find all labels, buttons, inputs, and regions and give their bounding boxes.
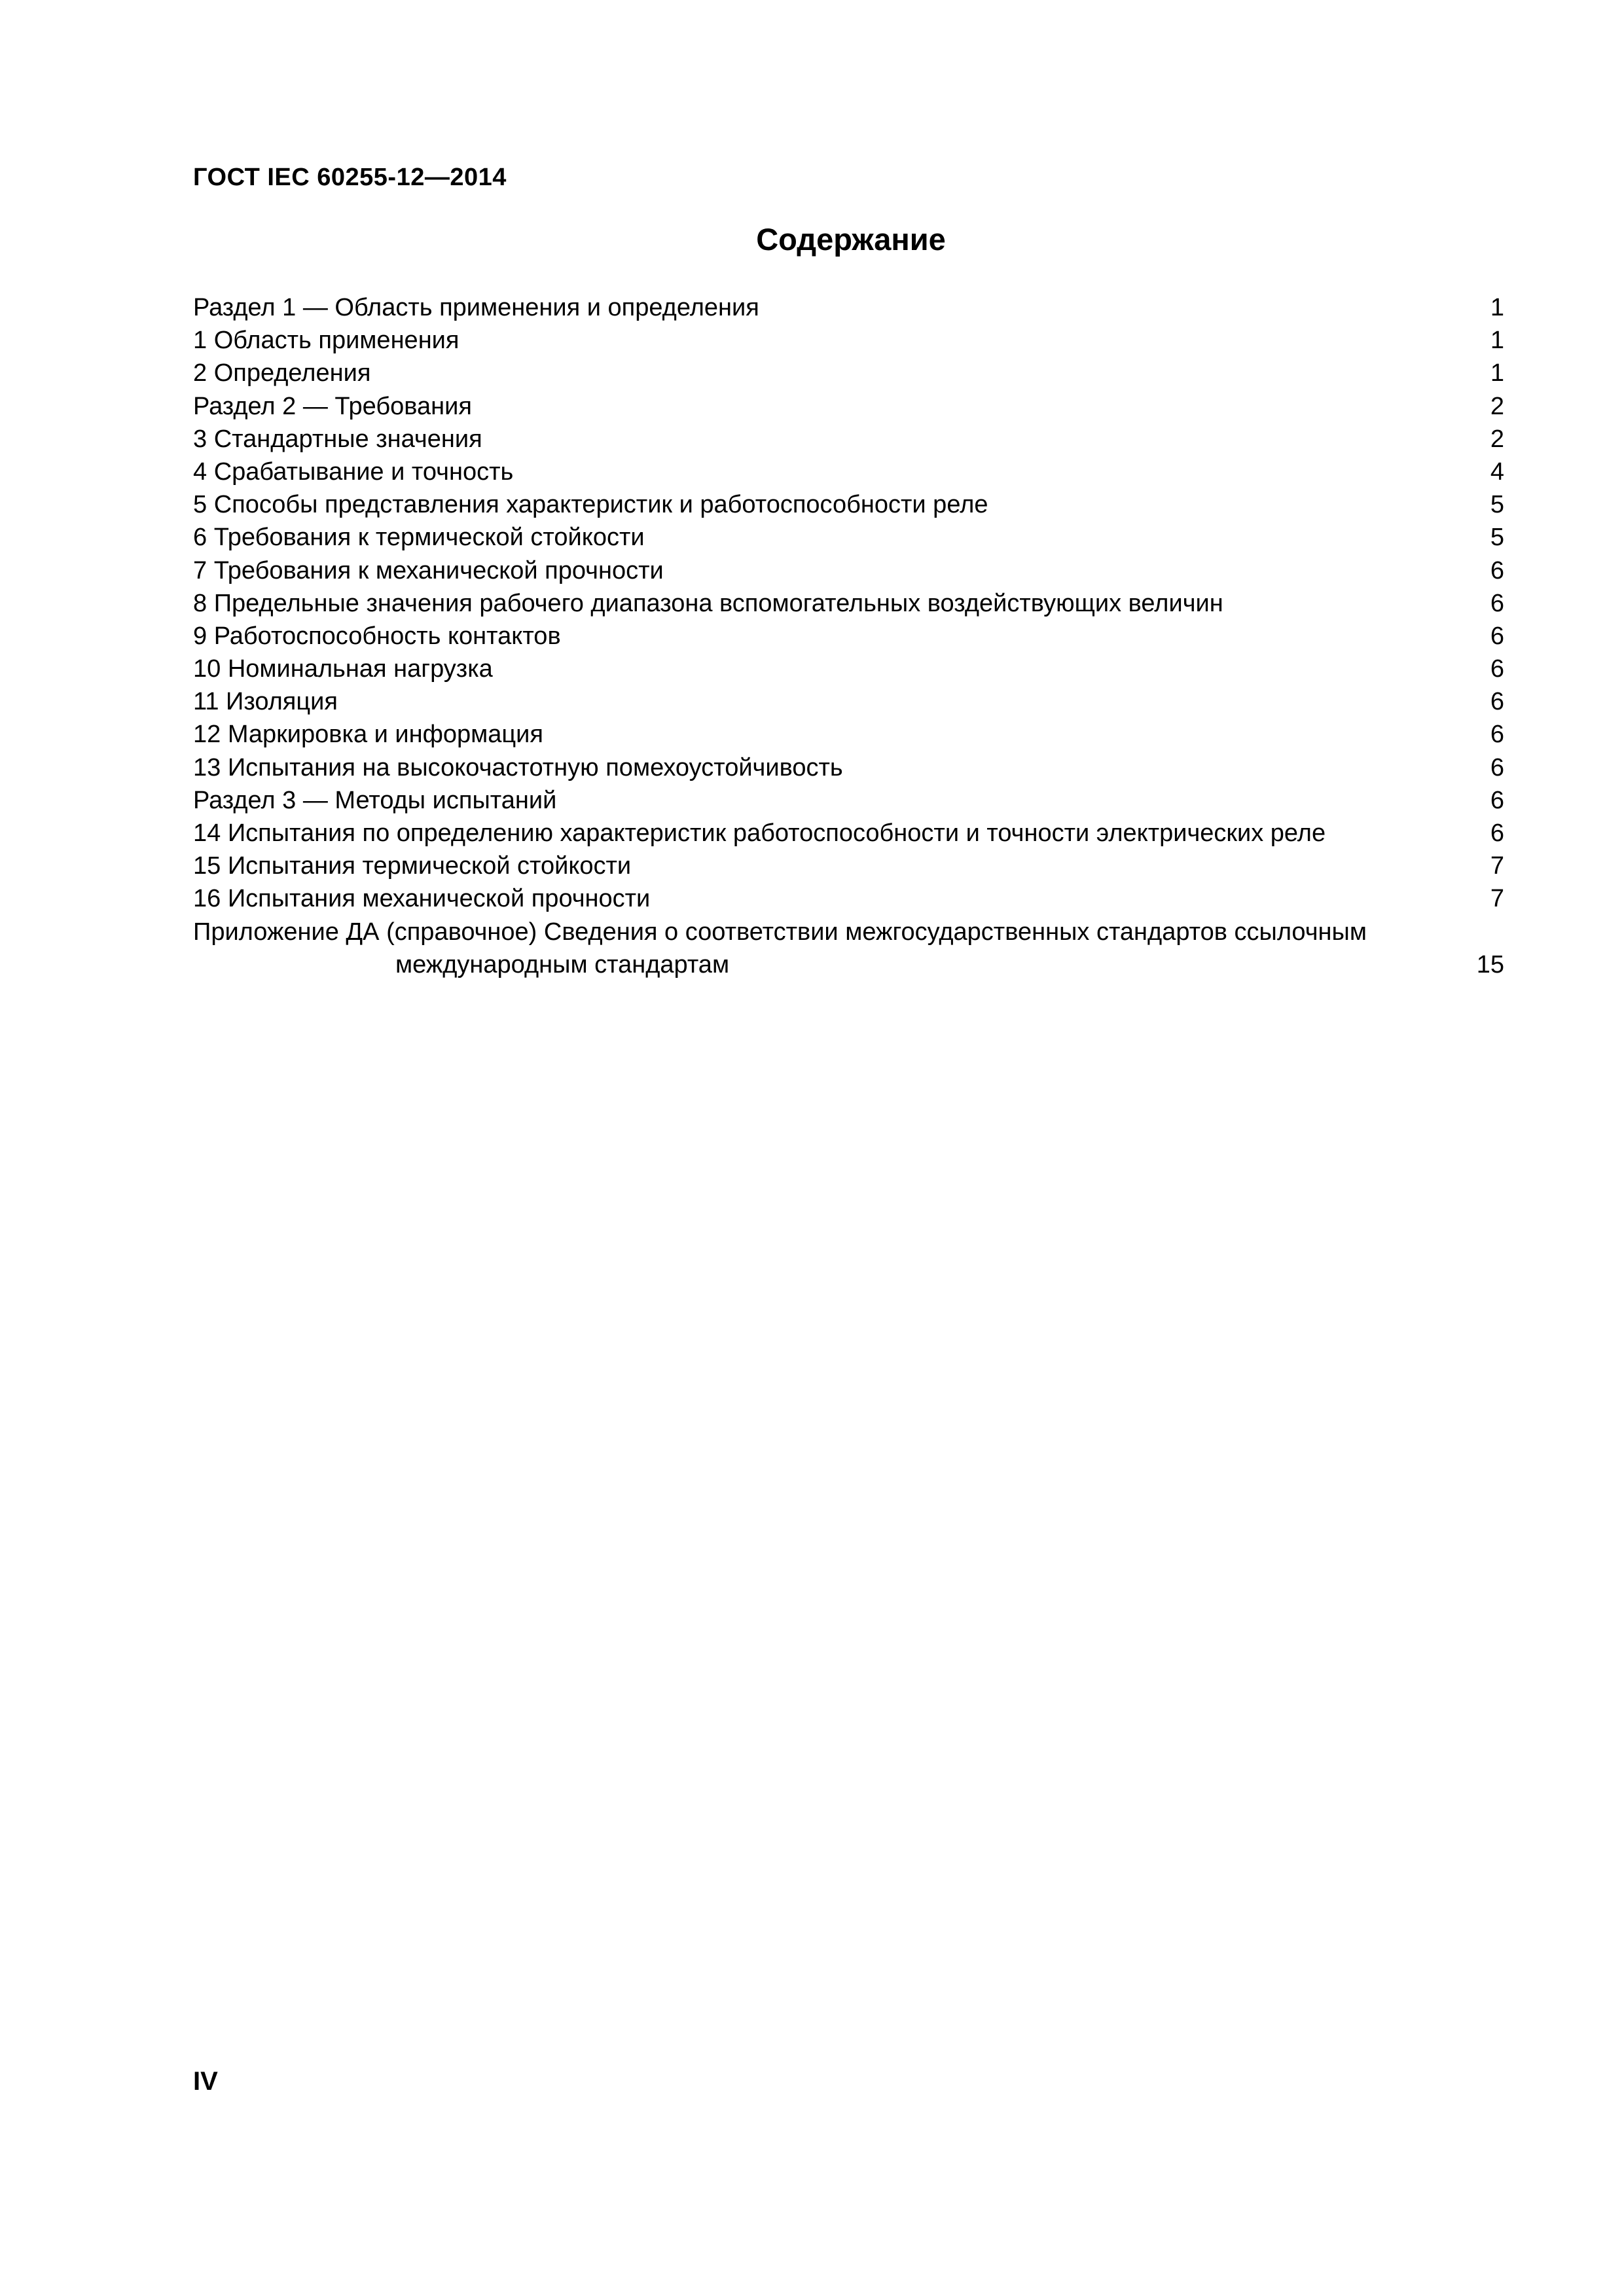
toc-entry[interactable] (193, 357, 1504, 389)
toc-entry-page: 15 (1476, 950, 1504, 978)
toc-entry[interactable] (193, 685, 1504, 718)
toc-entry-label: 12 Маркировка и информация (193, 721, 543, 749)
toc-entry-appendix[interactable] (193, 916, 1504, 981)
toc-entry-page: 6 (1490, 786, 1504, 814)
toc-entry-page: 6 (1490, 753, 1504, 781)
toc-entry-label: 9 Работоспособность контактов (193, 622, 561, 650)
toc-entry[interactable] (193, 784, 1504, 817)
toc-entry-page: 6 (1490, 655, 1504, 683)
toc-entry[interactable] (193, 751, 1504, 784)
toc-entry-page: 7 (1490, 885, 1504, 913)
toc-entry-page: 6 (1490, 688, 1504, 716)
appendix-title-line1: Приложение ДА (справочное) Сведения о соответствии межгосударственных стандартов ссылочным (193, 918, 1367, 946)
toc-entry[interactable] (193, 587, 1504, 620)
toc-entry[interactable] (193, 456, 1504, 488)
toc-entry-label: 7 Требования к механической прочности (193, 556, 664, 584)
toc-entry[interactable] (193, 291, 1504, 324)
appendix-title-line2-row (193, 948, 1504, 981)
toc-entry[interactable] (193, 554, 1504, 587)
toc-entry-label: 1 Область применения (193, 327, 460, 355)
toc-entry[interactable] (193, 324, 1504, 357)
toc-entry-page: 5 (1490, 524, 1504, 552)
toc-entry-label: 4 Срабатывание и точность (193, 457, 514, 486)
toc-entry-label: 16 Испытания механической прочности (193, 885, 651, 913)
toc-entry-page: 1 (1490, 359, 1504, 387)
toc-entry-label: 8 Предельные значения рабочего диапазона вспомогательных воздействующих величин (193, 589, 1223, 617)
toc-title: Содержание (756, 222, 946, 257)
page-number: IV (193, 2067, 218, 2096)
toc-entry-label: 14 Испытания по определению характеристик работоспособности и точности электрических реле (193, 819, 1326, 847)
toc-entry-label: 2 Определения (193, 359, 371, 387)
toc-entry-page: 6 (1490, 819, 1504, 847)
toc-entry-label: 11 Изоляция (193, 688, 338, 716)
toc-entry-page: 6 (1490, 721, 1504, 749)
toc-entry-page: 6 (1490, 556, 1504, 584)
toc-entry-page: 6 (1490, 589, 1504, 617)
toc-entry-page: 1 (1490, 327, 1504, 355)
toc-entry[interactable] (193, 882, 1504, 915)
toc-entry-page: 2 (1490, 392, 1504, 420)
toc-entry-label: 3 Стандартные значения (193, 425, 482, 453)
toc-entry-page: 1 (1490, 294, 1504, 321)
appendix-title-line2: международным стандартам (395, 950, 730, 978)
toc-entry[interactable] (193, 390, 1504, 423)
toc-entry-page: 5 (1490, 491, 1504, 519)
toc-entry-label: Раздел 3 — Методы испытаний (193, 786, 557, 814)
toc-entry[interactable] (193, 620, 1504, 653)
toc-entry-label: 10 Номинальная нагрузка (193, 655, 493, 683)
toc-entry[interactable] (193, 423, 1504, 456)
toc-entry-label: 13 Испытания на высокочастотную помехоустойчивость (193, 753, 843, 781)
toc-entry[interactable] (193, 817, 1504, 850)
toc-entry[interactable] (193, 718, 1504, 751)
table-of-contents (193, 291, 1504, 981)
toc-entry-page: 6 (1490, 622, 1504, 650)
document-header: ГОСТ IEC 60255-12—2014 (193, 164, 507, 191)
toc-entry-page: 2 (1490, 425, 1504, 453)
toc-entry[interactable] (193, 488, 1504, 521)
toc-entry-page: 7 (1490, 852, 1504, 880)
toc-entry[interactable] (193, 521, 1504, 554)
toc-entry-label: 5 Способы представления характеристик и работоспособности реле (193, 491, 988, 519)
toc-entry-label: 6 Требования к термической стойкости (193, 524, 645, 552)
toc-entry-label: Раздел 2 — Требования (193, 392, 472, 420)
toc-entry[interactable] (193, 653, 1504, 685)
toc-entry-label: Раздел 1 — Область применения и определения (193, 294, 759, 321)
toc-entry-label: 15 Испытания термической стойкости (193, 852, 632, 880)
toc-entry-page: 4 (1490, 457, 1504, 486)
toc-entry[interactable] (193, 850, 1504, 882)
